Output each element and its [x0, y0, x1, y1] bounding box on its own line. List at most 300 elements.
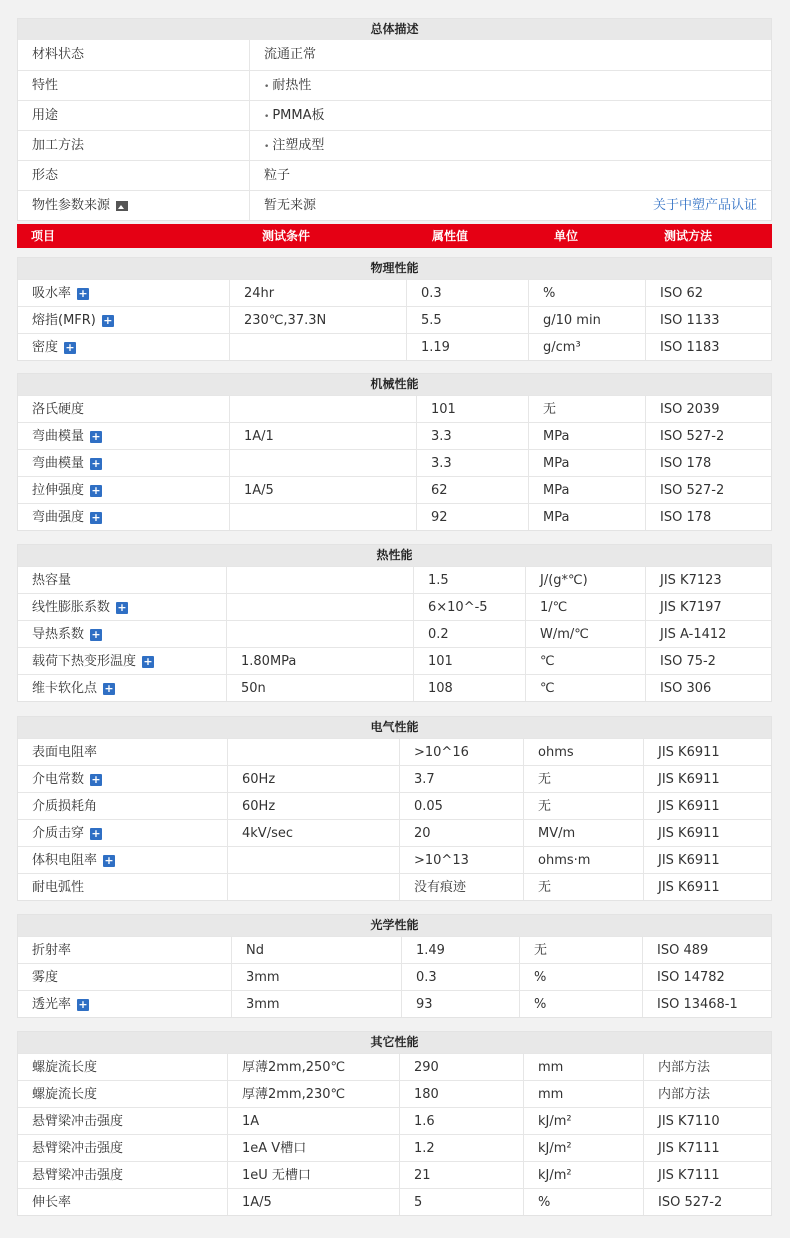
- overview-key: [18, 40, 249, 70]
- cell-item: [18, 766, 227, 792]
- cell-method: [643, 739, 771, 765]
- expand-plus-icon[interactable]: +: [78, 997, 88, 1011]
- cond-text: 1.80MPa: [241, 654, 297, 669]
- table-row: [18, 674, 771, 701]
- item-text: 耐电弧性: [32, 880, 85, 895]
- method-text: ISO 1133: [660, 313, 720, 328]
- cell-cond: [229, 477, 416, 503]
- cell-method: [645, 477, 771, 503]
- cond-text: 厚薄2mm,250℃: [242, 1060, 346, 1075]
- overview-row: [18, 40, 771, 70]
- value-text: 3.3: [431, 456, 452, 471]
- method-text: ISO 527-2: [660, 483, 725, 498]
- cell-value: [416, 477, 528, 503]
- cell-value: [416, 423, 528, 449]
- cell-value: [399, 1189, 523, 1215]
- unit-text: kJ/m²: [538, 1141, 572, 1156]
- unit-text: kJ/m²: [538, 1168, 572, 1183]
- cell-unit: [525, 594, 645, 620]
- value-text: 21: [414, 1168, 431, 1183]
- header-col-value: 属性值: [432, 229, 469, 243]
- method-text: JIS K7111: [658, 1168, 720, 1183]
- expand-plus-icon[interactable]: +: [117, 600, 127, 614]
- unit-text: J/(g*℃): [540, 573, 588, 588]
- cell-method: [645, 675, 771, 701]
- cell-cond: [231, 964, 401, 990]
- cell-cond: [227, 1054, 399, 1080]
- cell-item: [18, 1189, 227, 1215]
- cell-cond: [229, 396, 416, 422]
- cond-text: 1A: [242, 1114, 260, 1129]
- cell-unit: [519, 964, 642, 990]
- cond-text: 1A/5: [242, 1195, 272, 1210]
- unit-text: 无: [538, 799, 552, 814]
- item-text: 载荷下热变形温度: [32, 654, 137, 669]
- cell-value: [399, 793, 523, 819]
- overview-key: [18, 101, 249, 130]
- cond-text: 3mm: [246, 970, 280, 985]
- cell-item: [18, 334, 229, 360]
- cell-item: [18, 1135, 227, 1161]
- overview-key: [18, 191, 249, 220]
- cell-value: [399, 1135, 523, 1161]
- cond-text: 230℃,37.3N: [244, 313, 327, 328]
- expand-plus-icon[interactable]: +: [91, 456, 101, 470]
- cell-unit: [523, 1054, 643, 1080]
- table-row: [18, 503, 771, 530]
- property-section: [17, 1031, 772, 1216]
- cell-method: [643, 1189, 771, 1215]
- property-section: [17, 914, 772, 1018]
- cell-cond: [229, 334, 406, 360]
- cell-method: [645, 334, 771, 360]
- overview-value: [249, 161, 771, 190]
- header-col-method: 测试方法: [664, 229, 713, 243]
- cell-item: [18, 675, 226, 701]
- cell-cond: [227, 1108, 399, 1134]
- cell-cond: [229, 307, 406, 333]
- cell-unit: [523, 1135, 643, 1161]
- cell-item: [18, 991, 231, 1017]
- table-row: [18, 765, 771, 792]
- unit-text: %: [534, 997, 547, 1012]
- cell-value: [416, 396, 528, 422]
- table-row: [18, 819, 771, 846]
- cell-cond: [229, 450, 416, 476]
- value-text: 108: [428, 681, 453, 696]
- cell-method: [643, 793, 771, 819]
- cell-value: [399, 739, 523, 765]
- method-text: JIS K7123: [660, 573, 722, 588]
- unit-text: MPa: [543, 456, 570, 471]
- unit-text: MPa: [543, 483, 570, 498]
- unit-text: 1/℃: [540, 600, 568, 615]
- value-text: 0.05: [414, 799, 443, 814]
- value-text: >10^13: [414, 853, 469, 868]
- table-row: [18, 873, 771, 900]
- cell-method: [643, 1081, 771, 1107]
- item-text: 介电常数: [32, 772, 85, 787]
- cell-unit: [523, 1081, 643, 1107]
- table-row: [18, 738, 771, 765]
- method-text: ISO 2039: [660, 402, 720, 417]
- value-text: 0.3: [416, 970, 437, 985]
- value-text: 1.2: [414, 1141, 435, 1156]
- cell-item: [18, 280, 229, 306]
- overview-key-label: 形态: [32, 168, 59, 183]
- header-col-condition: 测试条件: [262, 229, 311, 243]
- cell-unit: [523, 1108, 643, 1134]
- cell-cond: [227, 847, 399, 873]
- overview-key-label: 材料状态: [32, 47, 85, 62]
- cell-method: [643, 1054, 771, 1080]
- cell-item: [18, 648, 226, 674]
- overview-row: [18, 190, 771, 220]
- value-text: 101: [428, 654, 453, 669]
- unit-text: %: [538, 1195, 551, 1210]
- cell-item: [18, 1108, 227, 1134]
- item-text: 拉伸强度: [32, 483, 85, 498]
- unit-text: ohms: [538, 745, 574, 760]
- unit-text: ℃: [540, 681, 555, 696]
- cond-text: 60Hz: [242, 799, 276, 814]
- table-row: [18, 593, 771, 620]
- cond-text: 1A/1: [244, 429, 274, 444]
- unit-text: g/cm³: [543, 340, 581, 355]
- expand-plus-icon[interactable]: +: [91, 772, 101, 786]
- item-text: 热容量: [32, 573, 72, 588]
- value-text: 3.7: [414, 772, 435, 787]
- cell-item: [18, 1162, 227, 1188]
- cell-cond: [231, 991, 401, 1017]
- expand-plus-icon[interactable]: +: [103, 313, 113, 327]
- item-text: 透光率: [32, 997, 72, 1012]
- expand-plus-icon[interactable]: +: [143, 654, 153, 668]
- cell-method: [642, 937, 771, 963]
- method-text: ISO 1183: [660, 340, 720, 355]
- item-text: 弯曲模量: [32, 429, 85, 444]
- expand-plus-icon[interactable]: +: [91, 510, 101, 524]
- overview-value-text: 注塑成型: [272, 138, 325, 153]
- method-text: JIS K6911: [658, 799, 720, 814]
- cell-unit: [528, 307, 645, 333]
- unit-text: MPa: [543, 510, 570, 525]
- value-text: 101: [431, 402, 456, 417]
- value-text: 0.3: [421, 286, 442, 301]
- unit-text: 无: [543, 402, 557, 417]
- cell-unit: [528, 450, 645, 476]
- method-text: ISO 178: [660, 456, 712, 471]
- cell-item: [18, 307, 229, 333]
- cell-cond: [229, 504, 416, 530]
- cell-cond: [227, 739, 399, 765]
- unit-text: ℃: [540, 654, 555, 669]
- unit-text: mm: [538, 1087, 564, 1102]
- cell-value: [416, 450, 528, 476]
- cell-unit: [519, 937, 642, 963]
- value-text: 3.3: [431, 429, 452, 444]
- cell-item: [18, 937, 231, 963]
- cell-method: [642, 991, 771, 1017]
- item-text: 维卡软化点: [32, 681, 98, 696]
- image-icon[interactable]: [116, 201, 128, 211]
- item-text: 熔指(MFR): [32, 313, 96, 328]
- expand-plus-icon[interactable]: +: [91, 429, 101, 443]
- cell-value: [416, 504, 528, 530]
- table-row: [18, 1188, 771, 1215]
- cell-cond: [229, 423, 416, 449]
- cell-unit: [525, 648, 645, 674]
- overview-key: [18, 161, 249, 190]
- header-col-item: 项目: [31, 229, 56, 243]
- overview-value: [249, 191, 771, 220]
- unit-text: %: [543, 286, 556, 301]
- table-header: [17, 224, 772, 248]
- expand-plus-icon[interactable]: +: [65, 340, 75, 354]
- section-title: 物理性能: [18, 258, 771, 279]
- table-row: [18, 1080, 771, 1107]
- table-row: [18, 333, 771, 360]
- value-text: 1.5: [428, 573, 449, 588]
- method-text: JIS K6911: [658, 772, 720, 787]
- cell-unit: [525, 675, 645, 701]
- unit-text: kJ/m²: [538, 1114, 572, 1129]
- cell-value: [413, 675, 525, 701]
- method-text: ISO 306: [660, 681, 712, 696]
- cell-value: [399, 1108, 523, 1134]
- item-text: 表面电阻率: [32, 745, 98, 760]
- cell-value: [399, 847, 523, 873]
- value-text: 6×10^-5: [428, 600, 488, 615]
- overview-key: [18, 71, 249, 100]
- cell-value: [413, 648, 525, 674]
- cell-method: [645, 504, 771, 530]
- unit-text: 无: [538, 772, 552, 787]
- cond-text: 1A/5: [244, 483, 274, 498]
- cell-method: [645, 423, 771, 449]
- certification-link[interactable]: 关于中塑产品认证: [652, 198, 757, 213]
- cell-method: [645, 396, 771, 422]
- table-row: [18, 566, 771, 593]
- table-row: [18, 846, 771, 873]
- value-text: 5.5: [421, 313, 442, 328]
- cell-item: [18, 504, 229, 530]
- table-row: [18, 1161, 771, 1188]
- cell-unit: [523, 766, 643, 792]
- cell-cond: [227, 1189, 399, 1215]
- unit-text: g/10 min: [543, 313, 601, 328]
- value-text: 20: [414, 826, 431, 841]
- table-row: [18, 963, 771, 990]
- cell-value: [401, 964, 519, 990]
- method-text: ISO 13468-1: [657, 997, 738, 1012]
- expand-plus-icon[interactable]: +: [104, 853, 114, 867]
- cell-item: [18, 621, 226, 647]
- item-text: 弯曲强度: [32, 510, 85, 525]
- property-section: [17, 716, 772, 901]
- cell-value: [406, 280, 528, 306]
- overview-title: 总体描述: [18, 19, 771, 40]
- bullet-icon: •: [264, 142, 270, 152]
- section-title: 其它性能: [18, 1032, 771, 1053]
- expand-plus-icon[interactable]: +: [91, 483, 101, 497]
- cell-unit: [519, 991, 642, 1017]
- method-text: ISO 527-2: [658, 1195, 723, 1210]
- overview-value-text: 粒子: [264, 168, 291, 183]
- table-row: [18, 620, 771, 647]
- bullet-icon: •: [264, 82, 270, 92]
- table-row: [18, 1053, 771, 1080]
- cell-value: [399, 1081, 523, 1107]
- method-text: ISO 178: [660, 510, 712, 525]
- cell-method: [643, 874, 771, 900]
- overview-row: [18, 100, 771, 130]
- cell-method: [642, 964, 771, 990]
- cell-cond: [226, 675, 413, 701]
- cell-cond: [229, 280, 406, 306]
- overview-value-text: 暂无来源: [264, 198, 317, 213]
- table-row: [18, 792, 771, 819]
- method-text: JIS K7110: [658, 1114, 720, 1129]
- overview-row: [18, 70, 771, 100]
- item-text: 悬臂梁冲击强度: [32, 1114, 124, 1129]
- section-title: 热性能: [18, 545, 771, 566]
- method-text: ISO 62: [660, 286, 703, 301]
- cell-item: [18, 820, 227, 846]
- cell-unit: [523, 739, 643, 765]
- cell-item: [18, 477, 229, 503]
- table-row: [18, 936, 771, 963]
- property-section: [17, 257, 772, 361]
- header-col-unit: 单位: [554, 229, 579, 243]
- cell-unit: [525, 621, 645, 647]
- cell-cond: [227, 793, 399, 819]
- overview-value-text: 耐热性: [272, 78, 312, 93]
- bullet-icon: •: [264, 112, 270, 122]
- item-text: 介质击穿: [32, 826, 85, 841]
- method-text: ISO 75-2: [660, 654, 716, 669]
- cell-method: [643, 1108, 771, 1134]
- unit-text: 无: [534, 943, 548, 958]
- value-text: 1.49: [416, 943, 445, 958]
- table-row: [18, 1134, 771, 1161]
- unit-text: mm: [538, 1060, 564, 1075]
- item-text: 导热系数: [32, 627, 85, 642]
- cell-cond: [226, 567, 413, 593]
- item-text: 密度: [32, 340, 59, 355]
- table-row: [18, 476, 771, 503]
- method-text: ISO 14782: [657, 970, 725, 985]
- cell-item: [18, 450, 229, 476]
- cell-value: [399, 1054, 523, 1080]
- cell-method: [645, 594, 771, 620]
- cond-text: 3mm: [246, 997, 280, 1012]
- cell-cond: [227, 766, 399, 792]
- item-text: 悬臂梁冲击强度: [32, 1168, 124, 1183]
- value-text: 62: [431, 483, 448, 498]
- method-text: JIS K7111: [658, 1141, 720, 1156]
- item-text: 折射率: [32, 943, 72, 958]
- cell-unit: [528, 334, 645, 360]
- cell-method: [643, 820, 771, 846]
- table-row: [18, 422, 771, 449]
- cell-value: [406, 334, 528, 360]
- value-text: 180: [414, 1087, 439, 1102]
- cell-item: [18, 423, 229, 449]
- cell-unit: [523, 1162, 643, 1188]
- overview-key: [18, 131, 249, 160]
- cell-item: [18, 396, 229, 422]
- cell-unit: [528, 280, 645, 306]
- cell-item: [18, 739, 227, 765]
- cell-unit: [528, 504, 645, 530]
- cell-value: [399, 874, 523, 900]
- item-text: 雾度: [32, 970, 59, 985]
- overview-value: [249, 40, 771, 70]
- table-row: [18, 449, 771, 476]
- expand-plus-icon[interactable]: +: [91, 627, 101, 641]
- cell-method: [645, 307, 771, 333]
- item-text: 介质损耗角: [32, 799, 98, 814]
- unit-text: %: [534, 970, 547, 985]
- expand-plus-icon[interactable]: +: [91, 826, 101, 840]
- table-row: [18, 279, 771, 306]
- cell-method: [643, 1135, 771, 1161]
- table-row: [18, 647, 771, 674]
- cell-value: [401, 937, 519, 963]
- item-text: 伸长率: [32, 1195, 72, 1210]
- cell-cond: [227, 820, 399, 846]
- item-text: 螺旋流长度: [32, 1087, 98, 1102]
- table-row: [18, 1107, 771, 1134]
- cond-text: 50n: [241, 681, 266, 696]
- section-title: 光学性能: [18, 915, 771, 936]
- method-text: JIS K6911: [658, 826, 720, 841]
- expand-plus-icon[interactable]: +: [78, 286, 88, 300]
- table-row: [18, 395, 771, 422]
- item-text: 洛氏硬度: [32, 402, 85, 417]
- cell-cond: [226, 621, 413, 647]
- method-text: ISO 527-2: [660, 429, 725, 444]
- cell-value: [399, 766, 523, 792]
- cell-item: [18, 874, 227, 900]
- expand-plus-icon[interactable]: +: [104, 681, 114, 695]
- cond-text: 1eU 无槽口: [242, 1168, 311, 1183]
- value-text: 1.19: [421, 340, 450, 355]
- unit-text: MPa: [543, 429, 570, 444]
- method-text: JIS A-1412: [660, 627, 727, 642]
- item-text: 螺旋流长度: [32, 1060, 98, 1075]
- cell-item: [18, 964, 231, 990]
- method-text: JIS K7197: [660, 600, 722, 615]
- cell-value: [401, 991, 519, 1017]
- section-title: 机械性能: [18, 374, 771, 395]
- cell-unit: [528, 423, 645, 449]
- overview-table: [17, 18, 772, 221]
- cell-unit: [523, 847, 643, 873]
- cell-value: [413, 567, 525, 593]
- unit-text: ohms·m: [538, 853, 591, 868]
- cell-method: [645, 621, 771, 647]
- cell-unit: [528, 396, 645, 422]
- method-text: JIS K6911: [658, 745, 720, 760]
- value-text: 0.2: [428, 627, 449, 642]
- method-text: 内部方法: [658, 1087, 711, 1102]
- cell-item: [18, 1054, 227, 1080]
- overview-value-text: PMMA板: [272, 108, 325, 123]
- cell-cond: [231, 937, 401, 963]
- value-text: 93: [416, 997, 433, 1012]
